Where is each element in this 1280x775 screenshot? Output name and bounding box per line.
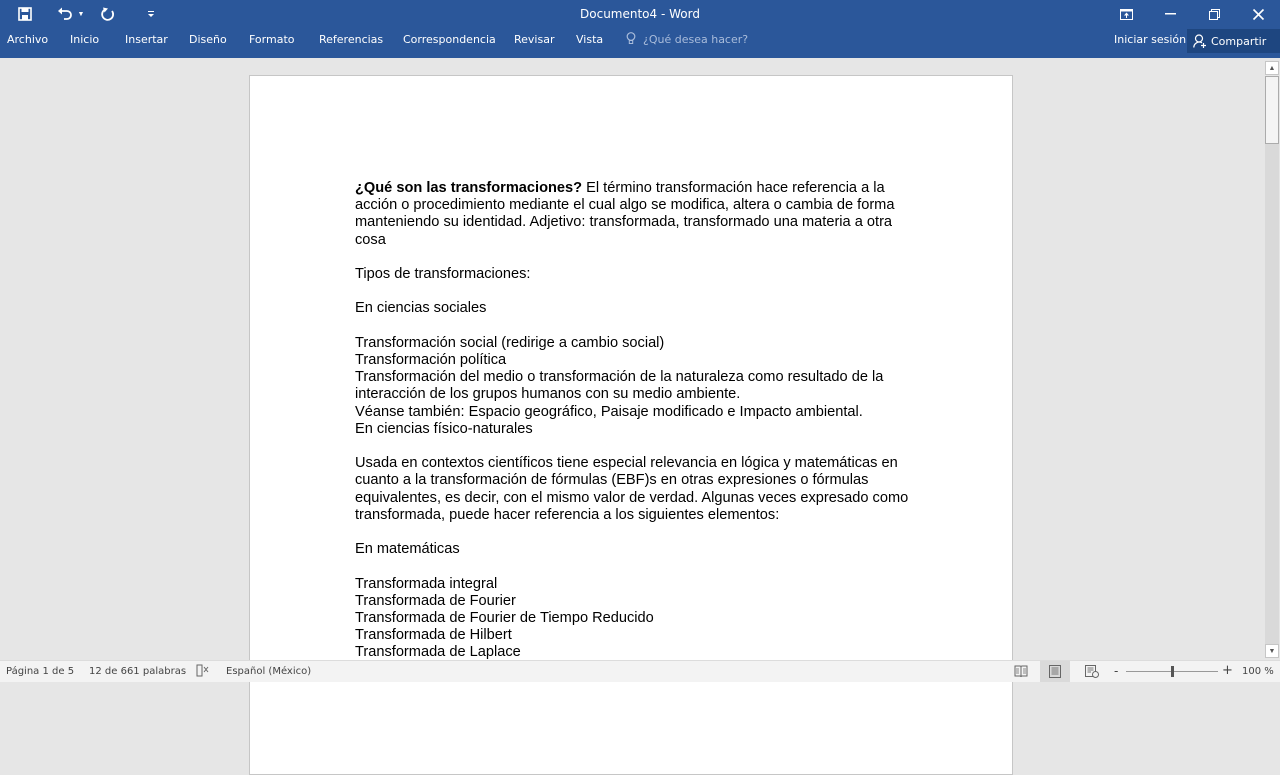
scroll-up-arrow-icon[interactable]: ▲ bbox=[1265, 61, 1279, 75]
sign-in-link[interactable]: Iniciar sesión bbox=[1114, 33, 1187, 46]
scrollbar-thumb[interactable] bbox=[1265, 76, 1279, 144]
intro-bold-heading: ¿Qué son las transformaciones? bbox=[355, 180, 583, 196]
math-item: Transformada de Fourier bbox=[355, 592, 516, 609]
undo-icon[interactable] bbox=[56, 5, 74, 23]
tab-inicio[interactable]: Inicio bbox=[70, 33, 100, 46]
math-item: Transformada de Hilbert bbox=[355, 627, 512, 644]
tab-archivo[interactable]: Archivo bbox=[7, 33, 49, 46]
math-item: Transformada de Laplace bbox=[355, 644, 521, 661]
scroll-down-arrow-icon[interactable]: ▼ bbox=[1265, 644, 1279, 658]
proofing-book-icon[interactable] bbox=[196, 664, 210, 680]
tab-formato[interactable]: Formato bbox=[249, 33, 295, 46]
redo-icon[interactable] bbox=[99, 5, 117, 23]
tab-diseno[interactable]: Diseño bbox=[189, 33, 227, 46]
read-mode-icon[interactable] bbox=[1006, 661, 1036, 682]
tab-insertar[interactable]: Insertar bbox=[125, 33, 168, 46]
status-bar bbox=[0, 660, 1280, 682]
window-title: Documento4 - Word bbox=[580, 7, 700, 21]
page-count[interactable]: Página 1 de 5 bbox=[6, 666, 75, 677]
save-icon[interactable] bbox=[16, 5, 34, 23]
zoom-level[interactable]: 100 % bbox=[1242, 666, 1274, 677]
math-item: Transformada de Fourier de Tiempo Reducido bbox=[355, 609, 654, 626]
tab-referencias[interactable]: Referencias bbox=[319, 33, 384, 46]
restore-icon[interactable] bbox=[1192, 0, 1236, 28]
share-button[interactable] bbox=[1187, 29, 1280, 53]
science-paragraph: Usada en contextos científicos tiene especial relevancia en lógica y matemáticas en cuanto a la transformación de fórmulas (EBF)s en otras expresiones o fórmulas equivalentes, es decir, con el mismo valor de verdad. Algunas veces expresado como transformada, puede hacer referencia a los siguientes elementos: bbox=[355, 455, 913, 523]
social-item: En ciencias físico-naturales bbox=[355, 420, 533, 437]
social-item: Transformación del medio o transformación de la naturaleza como resultado de la interacción de los grupos humanos con su medio ambiente. bbox=[355, 369, 888, 403]
language-indicator[interactable]: Español (México) bbox=[226, 666, 312, 677]
math-item: Transformada integral bbox=[355, 575, 498, 592]
title-bar bbox=[0, 0, 1280, 58]
social-item: Transformación social (redirige a cambio social) bbox=[355, 334, 665, 351]
ribbon-display-options-icon[interactable] bbox=[1104, 0, 1148, 28]
zoom-slider[interactable] bbox=[1112, 661, 1232, 682]
tell-me-input[interactable]: ¿Qué desea hacer? bbox=[643, 33, 749, 46]
types-heading: Tipos de transformaciones: bbox=[355, 266, 531, 282]
print-layout-icon[interactable] bbox=[1040, 661, 1070, 682]
document-canvas bbox=[0, 58, 1264, 660]
zoom-in-button[interactable]: + bbox=[1222, 663, 1233, 678]
web-layout-icon[interactable] bbox=[1077, 661, 1107, 682]
social-item: Véanse también: Espacio geográfico, Paisaje modificado e Impacto ambiental. bbox=[355, 403, 863, 420]
zoom-out-button[interactable]: - bbox=[1114, 664, 1119, 678]
social-heading: En ciencias sociales bbox=[355, 300, 487, 317]
word-count[interactable]: 12 de 661 palabras bbox=[89, 666, 187, 677]
tab-revisar[interactable]: Revisar bbox=[514, 33, 555, 46]
undo-dropdown-chevron-down-icon[interactable]: ▼ bbox=[77, 10, 85, 18]
window-controls bbox=[1104, 0, 1280, 28]
intro-text: El término transformación hace referencia a la acción o procedimiento mediante el cual algo se modifica, altera o cambia de forma manteniendo su identidad. Adjetivo: transformada, transformado una materia a otra cosa bbox=[355, 180, 899, 248]
math-heading: En matemáticas bbox=[355, 541, 460, 558]
customize-qat-icon[interactable] bbox=[143, 5, 159, 23]
zoom-slider-thumb[interactable] bbox=[1171, 666, 1174, 677]
social-item: Transformación política bbox=[355, 351, 507, 368]
lightbulb-icon bbox=[626, 32, 636, 48]
intro-paragraph bbox=[355, 180, 915, 249]
vertical-scrollbar[interactable] bbox=[1264, 58, 1280, 660]
close-icon[interactable] bbox=[1236, 0, 1280, 28]
tab-correspondencia[interactable]: Correspondencia bbox=[403, 33, 496, 46]
share-label: Compartir bbox=[1211, 34, 1267, 48]
scrollbar-track[interactable] bbox=[1265, 144, 1279, 644]
document-body[interactable] bbox=[355, 180, 915, 679]
minimize-icon[interactable] bbox=[1148, 0, 1192, 28]
share-person-icon bbox=[1193, 34, 1207, 48]
tab-vista[interactable]: Vista bbox=[576, 33, 604, 46]
